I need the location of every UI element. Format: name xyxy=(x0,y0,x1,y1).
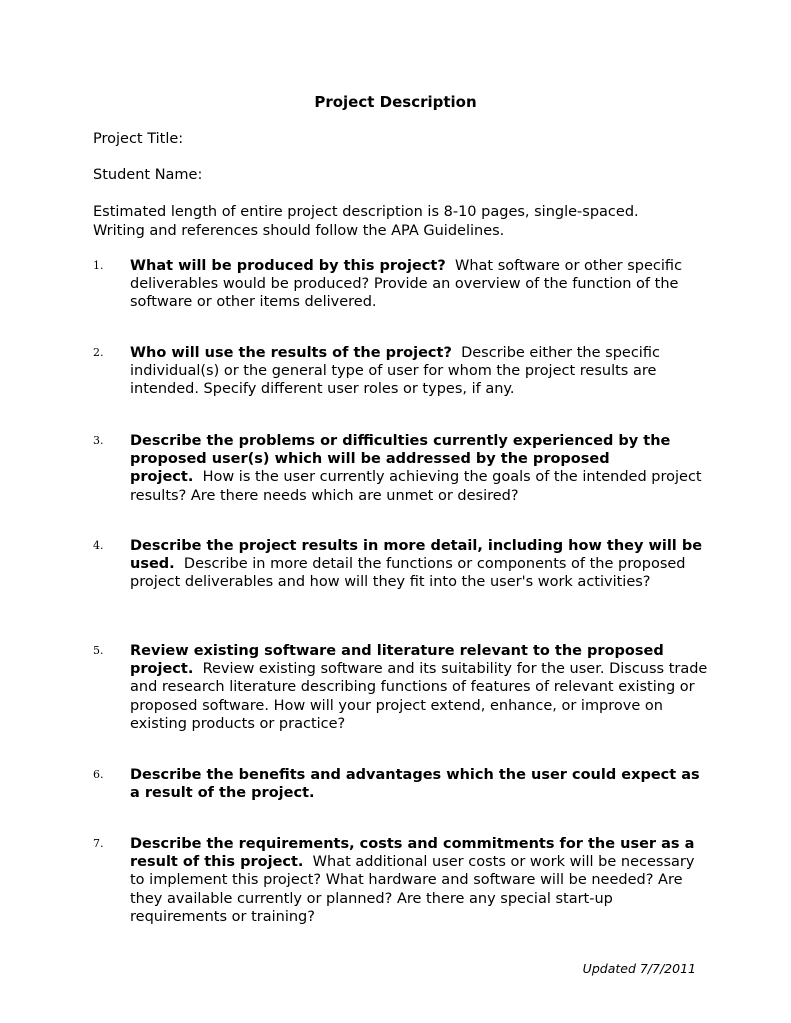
item-heading: Who will use the results of the project? xyxy=(130,345,452,361)
item-number: 5. xyxy=(93,644,104,657)
item-text: Describe in more detail the functions or components of the proposed project deliverables and how will they fit into the user's work activities? xyxy=(130,556,686,591)
item-text: How is the user currently achieving the goals of the intended project results? Are there needs which are unmet or desired? xyxy=(130,469,702,504)
item-heading: Describe the problems or difficulties currently experienced by the proposed user(s) which will be addressed by the proposed project. xyxy=(130,433,671,486)
list-item-3 xyxy=(93,432,713,505)
list-item-5 xyxy=(93,642,713,733)
item-text: What additional user costs or work will be necessary to implement this project? What hardware and software will be needed? Are they available currently or planned? Are there any special start-up requirements or training? xyxy=(130,854,695,925)
item-heading: Review existing software and literature relevant to the proposed project. xyxy=(130,643,664,678)
item-text: Describe either the specific individual(s) or the general type of user for whom the project results are intended. Specify different user roles or types, if any. xyxy=(130,345,660,398)
list-item-7 xyxy=(93,835,713,926)
updated-date-footer: Updated 7/7/2011 xyxy=(582,961,696,976)
intro-paragraph xyxy=(93,203,703,240)
student-name-label: Student Name: xyxy=(93,167,203,183)
item-number: 7. xyxy=(93,837,104,850)
item-number: 3. xyxy=(93,434,104,447)
document-title: Project Description xyxy=(314,93,477,111)
list-item-1 xyxy=(93,257,713,312)
list-item-4 xyxy=(93,537,713,592)
item-heading: What will be produced by this project? xyxy=(130,258,446,274)
list-item-6 xyxy=(93,766,713,802)
intro-line-2: Writing and references should follow the APA Guidelines. xyxy=(93,222,505,239)
item-text: What software or other specific deliverables would be produced? Provide an overview of the function of the software or other items delivered. xyxy=(130,258,683,311)
item-number: 4. xyxy=(93,539,104,552)
item-number: 2. xyxy=(93,346,104,359)
item-heading: Describe the requirements, costs and commitments for the user as a result of this project. xyxy=(130,836,695,871)
project-title-label: Project Title: xyxy=(93,131,184,147)
list-item-2 xyxy=(93,344,713,399)
intro-line-1: Estimated length of entire project description is 8-10 pages, single-spaced. xyxy=(93,204,639,220)
item-heading: Describe the benefits and advantages which the user could expect as a result of the project. xyxy=(130,767,700,802)
item-number: 6. xyxy=(93,768,104,781)
item-text: Review existing software and its suitability for the user. Discuss trade and research literature describing functions of features of relevant existing or proposed software. How will your project extend, enhance, or improve on existing products or practice? xyxy=(130,661,708,732)
item-heading: Describe the project results in more detail, including how they will be used. xyxy=(130,538,703,573)
item-number: 1. xyxy=(93,259,104,272)
